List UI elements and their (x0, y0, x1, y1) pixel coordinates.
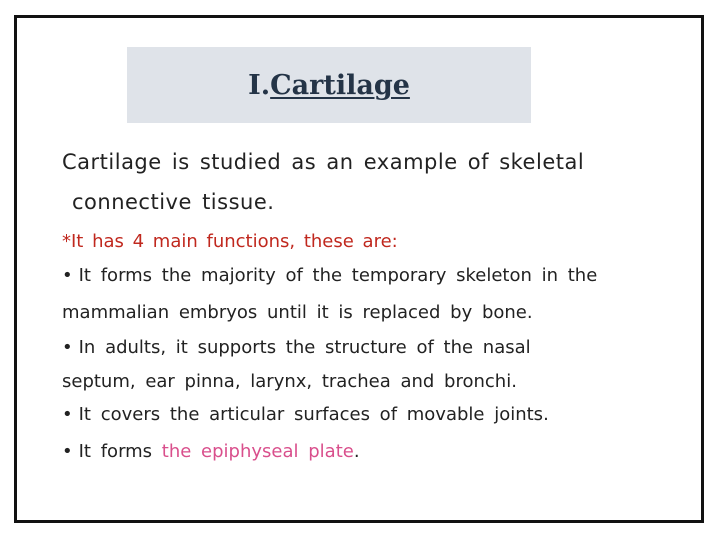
bullet-2-line-1 (62, 337, 531, 358)
bullet-4-prefix: It forms (78, 441, 153, 462)
bullet-1-line-1 (62, 265, 597, 286)
bullet-4-highlight: the epiphyseal plate (161, 441, 354, 462)
bullet-icon: • (62, 404, 73, 425)
intro-line-2: connective tissue. (72, 190, 275, 214)
bullet-4-suffix: . (353, 441, 360, 462)
bullet-3 (62, 404, 549, 425)
bullet-2-text: In adults, it supports the structure of the nasal (78, 337, 531, 358)
bullet-icon: • (62, 337, 73, 358)
bullet-3-text: It covers the articular surfaces of movable joints. (78, 404, 549, 425)
bullet-icon: • (62, 265, 73, 286)
intro-line-1: Cartilage is studied as an example of skeletal (62, 150, 585, 174)
bullet-icon: • (62, 441, 73, 462)
bullet-4 (62, 441, 360, 462)
functions-heading: *It has 4 main functions, these are: (62, 231, 398, 252)
slide-title (127, 70, 531, 101)
title-number: I. (248, 70, 271, 101)
bullet-1-text: It forms the majority of the temporary skeleton in the (78, 265, 598, 286)
title-word: Cartilage (270, 70, 410, 101)
bullet-2-line-2: septum, ear pinna, larynx, trachea and bronchi. (62, 371, 517, 392)
bullet-1-line-2: mammalian embryos until it is replaced by bone. (62, 302, 533, 323)
